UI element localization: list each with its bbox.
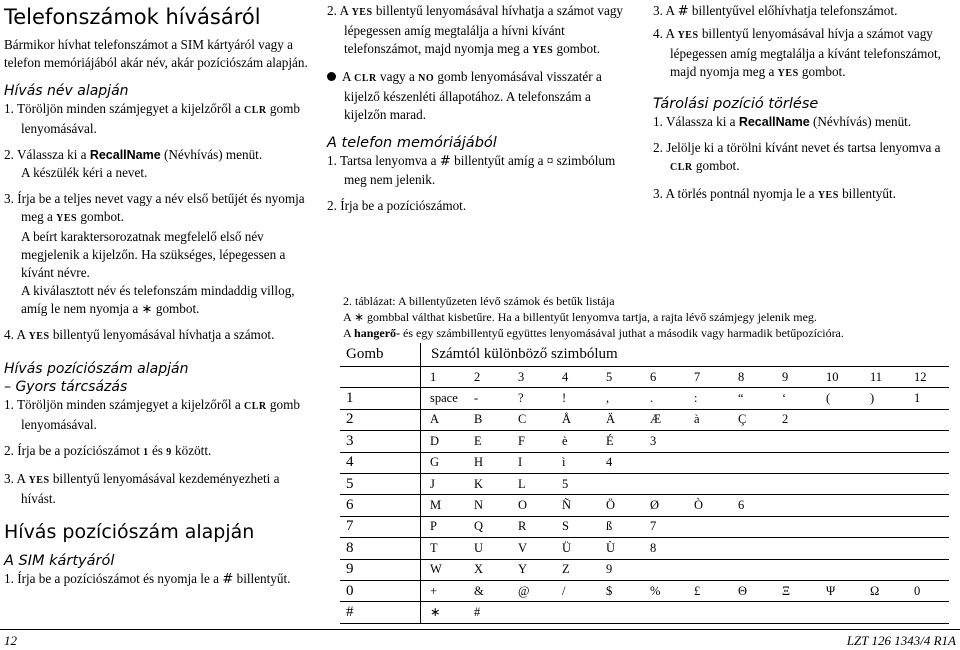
table-cell: [685, 452, 729, 473]
table-row: [340, 473, 949, 494]
table-cell: L: [509, 473, 553, 494]
table-row: [340, 580, 949, 601]
table-cell: [861, 559, 905, 580]
table-cell: [861, 538, 905, 559]
table-cell: %: [641, 580, 685, 601]
table-cell: Ω: [861, 580, 905, 601]
section-title-by-position: Hívás pozíciószám alapján: [4, 361, 189, 377]
table-cell: [729, 473, 773, 494]
table-cell: F: [509, 431, 553, 452]
table-row: [340, 516, 949, 537]
table-cell: Æ: [641, 409, 685, 430]
table-cell: Y: [509, 559, 553, 580]
table-cell: [685, 559, 729, 580]
table-cell: (: [817, 388, 861, 409]
table-cell: [773, 473, 817, 494]
table-cell: [729, 602, 773, 623]
bullet-icon: [327, 72, 336, 81]
table-header-key: Gomb: [340, 343, 421, 367]
table-cell: X: [465, 559, 509, 580]
table-cell: [905, 516, 949, 537]
table-cell: [773, 516, 817, 537]
table-key-cell: 4: [340, 452, 421, 473]
table-cell: Ü: [553, 538, 597, 559]
table-cell: [641, 473, 685, 494]
middle-column: [327, 2, 627, 215]
table-cell: 2: [773, 409, 817, 430]
table-cell: [817, 473, 861, 494]
table-cell: C: [509, 409, 553, 430]
section-title-position-2: Hívás pozíciószám alapján: [4, 521, 255, 543]
sim-step-1: 1. Írja be a pozíciószámot és nyomja le a # billentyűt.: [4, 571, 291, 587]
memory-step-3: 3. A # billentyűvel előhívhatja telefonszámot.: [653, 3, 898, 19]
table-cell: [861, 602, 905, 623]
table-cell: 5: [553, 473, 597, 494]
table-key-cell: 8: [340, 538, 421, 559]
memory-step-4: 4. A YES billentyű lenyomásával hívja a számot vagy lépegessen amíg megtalálja a kívánt telefonszámot, majd nyomja meg a YES gombot.: [653, 26, 941, 79]
table-cell: O: [509, 495, 553, 516]
table-cell: [641, 602, 685, 623]
table-cell: [905, 602, 949, 623]
table-cell: E: [465, 431, 509, 452]
table-cell: Θ: [729, 580, 773, 601]
table-row: [340, 495, 949, 516]
table-cell: 9: [597, 559, 641, 580]
table-cell: “: [729, 388, 773, 409]
table-cell: [773, 431, 817, 452]
table-cell: [685, 473, 729, 494]
step-4: 4. A YES billentyű lenyomásával hívhatja a számot.: [4, 327, 275, 342]
table-cell: É: [597, 431, 641, 452]
table-cell: 7: [641, 516, 685, 537]
step-3-note-1: A beírt karaktersorozatnak megfelelő első név megjelenik a kijelzőn. Ha szükséges, lépegessen a kívánt névre.: [21, 229, 286, 280]
step-1: 1. Töröljön minden számjegyet a kijelzőről a CLR gomb lenyomásával.: [4, 101, 300, 136]
intro-text: Bármikor hívhat telefonszámot a SIM kártyáról vagy a telefon memóriájából akár név, akár pozíciószám alapján.: [4, 37, 308, 70]
table-cell: N: [465, 495, 509, 516]
table-cell: Ö: [597, 495, 641, 516]
table-cell: [817, 538, 861, 559]
step-2-note: A készülék kéri a nevet.: [21, 165, 148, 180]
speed-step-1: 1. Töröljön minden számjegyet a kijelzőről a CLR gomb lenyomásával.: [4, 397, 300, 432]
table-cell: [509, 602, 553, 623]
table-cell: Ù: [597, 538, 641, 559]
table-key-cell: 3: [340, 431, 421, 452]
table-cell: A: [421, 409, 466, 430]
section-subtitle-sim: A SIM kártyáról: [4, 553, 115, 569]
section-subtitle-speed-dial: – Gyors tárcsázás: [4, 379, 128, 395]
table-cell: [773, 452, 817, 473]
table-cell: [685, 538, 729, 559]
table-cell: [729, 538, 773, 559]
table-cell: Å: [553, 409, 597, 430]
table-cell: [817, 559, 861, 580]
table-cell: Ñ: [553, 495, 597, 516]
table-cell: [905, 452, 949, 473]
table-cell: 1: [421, 367, 466, 388]
table-cell: 12: [905, 367, 949, 388]
table-cell: I: [509, 452, 553, 473]
table-cell: Z: [553, 559, 597, 580]
table-cell: ∗: [421, 602, 466, 623]
table-cell: K: [465, 473, 509, 494]
table-cell: W: [421, 559, 466, 580]
table-cell: :: [685, 388, 729, 409]
table-cell: [817, 602, 861, 623]
table-cell: space: [421, 388, 466, 409]
table-cell: [861, 473, 905, 494]
table-cell: $: [597, 580, 641, 601]
table-cell: ì: [553, 452, 597, 473]
table-cell: &: [465, 580, 509, 601]
table-cell: ?: [509, 388, 553, 409]
table-cell: 10: [817, 367, 861, 388]
table-key-cell: 0: [340, 580, 421, 601]
table-cell: 5: [597, 367, 641, 388]
table-cell: 4: [553, 367, 597, 388]
table-row: [340, 431, 949, 452]
table-cell: B: [465, 409, 509, 430]
table-cell: [817, 495, 861, 516]
table-cell: [861, 516, 905, 537]
table-caption: [343, 293, 844, 341]
table-cell: [685, 602, 729, 623]
table-cell: +: [421, 580, 466, 601]
table-cell: [685, 516, 729, 537]
table-cell: [861, 431, 905, 452]
table-cell: [905, 538, 949, 559]
table-cell: 8: [641, 538, 685, 559]
table-cell: [641, 452, 685, 473]
table-cell: £: [685, 580, 729, 601]
memory-step-1: 1. Tartsa lenyomva a # billentyűt amíg a ¤ szimbólum meg nem jelenik.: [327, 153, 616, 187]
table-cell: .: [641, 388, 685, 409]
table-key-cell: 5: [340, 473, 421, 494]
memory-step-2: 2. Írja be a pozíciószámot.: [327, 198, 467, 213]
table-cell: ‘: [773, 388, 817, 409]
table-row: [340, 559, 949, 580]
table-row: [340, 602, 949, 623]
table-cell: @: [509, 580, 553, 601]
table-row: [340, 409, 949, 430]
table-cell: J: [421, 473, 466, 494]
section-title-delete-position: Tárolási pozíció törlése: [653, 96, 819, 112]
table-row: [340, 388, 949, 409]
table-header-row: [340, 343, 949, 367]
section-title-phone-memory: A telefon memóriájából: [327, 135, 497, 151]
table-cell: 6: [641, 367, 685, 388]
table-cell: [905, 559, 949, 580]
table-header-symbols: Számtól különböző szimbólum: [421, 343, 950, 367]
sim-step-2: 2. A YES billentyű lenyomásával hívhatja a számot vagy lépegessen amíg megtalálja a hívni kívánt telefonszámot, majd nyomja meg a YES gombot.: [327, 3, 624, 56]
table-row: [340, 452, 949, 473]
right-column: [653, 2, 953, 205]
speed-step-3: 3. A YES billentyű lenyomásával kezdeményezheti a hívást.: [4, 471, 280, 506]
table-cell: [773, 602, 817, 623]
table-cell: !: [553, 388, 597, 409]
delete-step-3: 3. A törlés pontnál nyomja le a YES billentyűt.: [653, 186, 896, 201]
table-cell: [729, 431, 773, 452]
table-cell: [773, 559, 817, 580]
table-cell: [817, 516, 861, 537]
table-cell: [905, 409, 949, 430]
table-key-cell: 7: [340, 516, 421, 537]
table-cell: /: [553, 580, 597, 601]
table-cell: 3: [641, 431, 685, 452]
table-cell: 4: [597, 452, 641, 473]
table-key-cell: #: [340, 602, 421, 623]
table-cell: T: [421, 538, 466, 559]
section-title-by-name: Hívás név alapján: [4, 83, 129, 99]
step-3: 3. Írja be a teljes nevet vagy a név első betűjét és nyomja meg a YES gombot.: [4, 191, 305, 224]
delete-step-2: 2. Jelölje ki a törölni kívánt nevet és tartsa lenyomva a CLR gombot.: [653, 140, 941, 173]
caption-note-2: A hangerő- és egy számbillentyű együttes lenyomásával juthat a második vagy harmadik betűpozícióra.: [343, 326, 844, 340]
caption-note-1: A ∗ gombbal válthat kisbetűre. Ha a billentyűt lenyomva tartja, a rajta lévő számjegy jelenik meg.: [343, 310, 817, 324]
table-cell: ,: [597, 388, 641, 409]
table-cell: V: [509, 538, 553, 559]
table-cell: [641, 559, 685, 580]
table-cell: [729, 516, 773, 537]
table-cell: Ç: [729, 409, 773, 430]
table-cell: 7: [685, 367, 729, 388]
table-cell: P: [421, 516, 466, 537]
table-cell: Q: [465, 516, 509, 537]
table-cell: 8: [729, 367, 773, 388]
table-key-cell: [340, 367, 421, 388]
table-cell: Ä: [597, 409, 641, 430]
table-cell: [861, 409, 905, 430]
table-cell: R: [509, 516, 553, 537]
table-cell: Ø: [641, 495, 685, 516]
table-cell: è: [553, 431, 597, 452]
table-cell: 6: [729, 495, 773, 516]
table-cell: 11: [861, 367, 905, 388]
table-cell: [773, 538, 817, 559]
document-code: LZT 126 1343/4 R1A: [846, 633, 956, 648]
table-cell: [905, 495, 949, 516]
table-cell: D: [421, 431, 466, 452]
table-key-cell: 9: [340, 559, 421, 580]
table-key-cell: 2: [340, 409, 421, 430]
table-row: [340, 367, 949, 388]
table-cell: Ξ: [773, 580, 817, 601]
footer-rule: [0, 629, 960, 630]
symbol-table: [340, 343, 949, 624]
table-cell: G: [421, 452, 466, 473]
table-cell: [597, 602, 641, 623]
table-cell: -: [465, 388, 509, 409]
table-cell: [905, 473, 949, 494]
table-cell: S: [553, 516, 597, 537]
table-cell: [817, 452, 861, 473]
caption-title: 2. táblázat: A billentyűzeten lévő számok és betűk listája: [343, 294, 615, 308]
table-cell: [553, 602, 597, 623]
table-cell: [773, 495, 817, 516]
table-cell: M: [421, 495, 466, 516]
table-cell: Ò: [685, 495, 729, 516]
table-cell: [905, 431, 949, 452]
table-cell: U: [465, 538, 509, 559]
table-cell: 9: [773, 367, 817, 388]
page-title: Telefonszámok hívásáról: [4, 5, 261, 29]
table-cell: 3: [509, 367, 553, 388]
table-cell: [817, 431, 861, 452]
table-cell: [861, 452, 905, 473]
table-cell: [729, 559, 773, 580]
table-cell: 0: [905, 580, 949, 601]
table-cell: Ψ: [817, 580, 861, 601]
table-cell: à: [685, 409, 729, 430]
table-cell: [861, 495, 905, 516]
table-cell: [685, 431, 729, 452]
table-cell: H: [465, 452, 509, 473]
page-number: 12: [4, 633, 17, 648]
speed-step-2: 2. Írja be a pozíciószámot 1 és 9 között.: [4, 443, 212, 458]
table-cell: 1: [905, 388, 949, 409]
table-row: [340, 538, 949, 559]
table-cell: ß: [597, 516, 641, 537]
table-cell: [597, 473, 641, 494]
table-key-cell: 6: [340, 495, 421, 516]
left-column: [4, 4, 314, 589]
table-cell: 2: [465, 367, 509, 388]
table-cell: [817, 409, 861, 430]
delete-step-1: 1. Válassza ki a RecallName (Névhívás) menüt.: [653, 114, 912, 129]
sim-bullet-note: A CLR vagy a NO gomb lenyomásával visszatér a kijelző készenléti állapotához. A telefonszám a kijelzőn marad.: [327, 68, 627, 124]
step-3-note-2: A kiválasztott név és telefonszám mindaddig villog, amíg le nem nyomja a ∗ gombot.: [21, 283, 295, 316]
step-2: 2. Válassza ki a RecallName (Névhívás) menüt.: [4, 147, 263, 162]
table-cell: #: [465, 602, 509, 623]
table-cell: ): [861, 388, 905, 409]
table-key-cell: 1: [340, 388, 421, 409]
table-cell: [729, 452, 773, 473]
